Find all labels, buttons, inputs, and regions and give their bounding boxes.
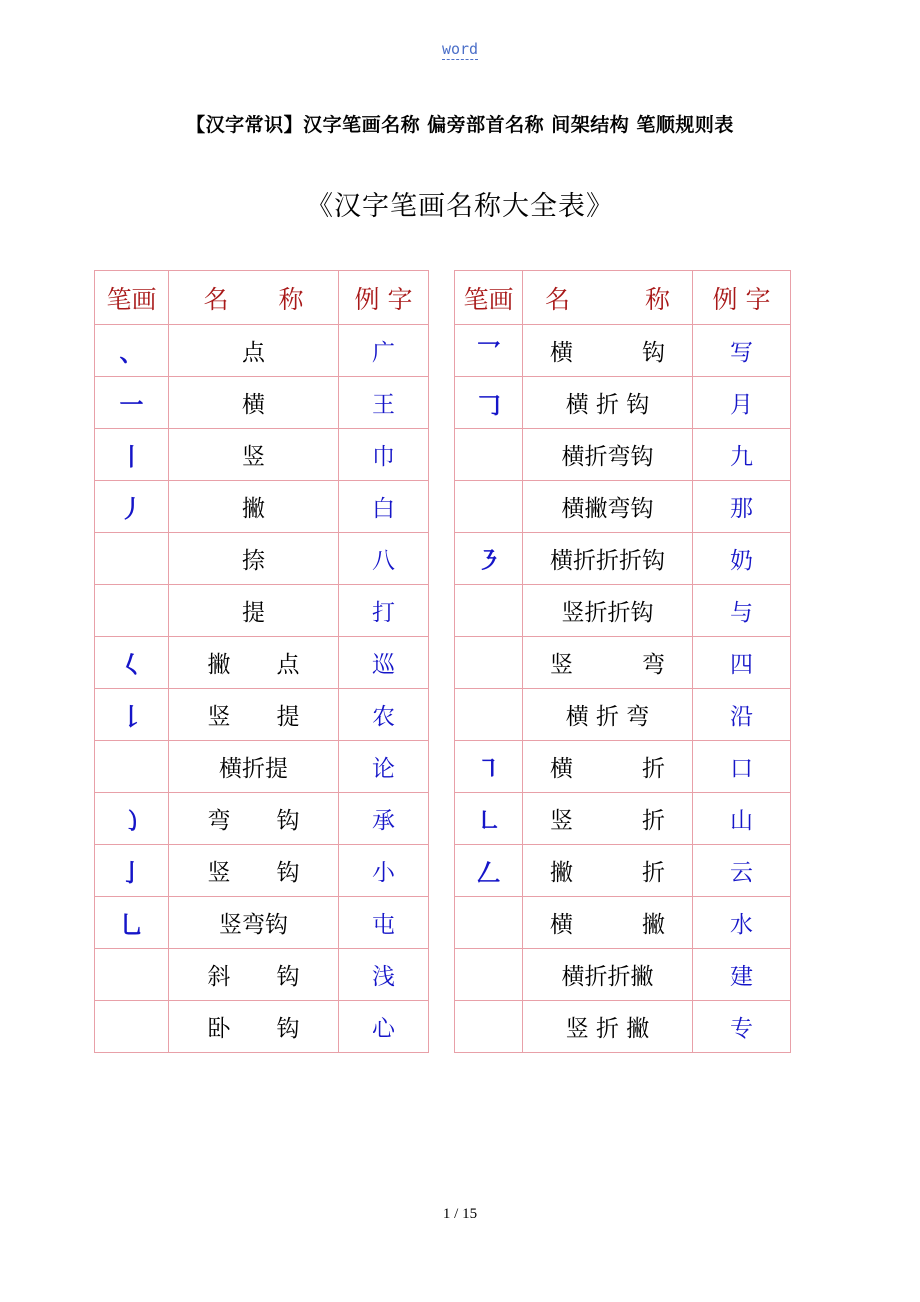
header-word-link[interactable]: [0, 40, 920, 58]
example-char-left: 广: [339, 325, 429, 377]
column-gap: [429, 741, 455, 793]
stroke-name-left: 竖 钩: [169, 845, 339, 897]
table-row: [95, 741, 791, 793]
example-char-left: 打: [339, 585, 429, 637]
example-char-left: 心: [339, 1001, 429, 1053]
example-char-left: 巾: [339, 429, 429, 481]
example-char-left: 承: [339, 793, 429, 845]
header-cell: 笔画: [95, 271, 169, 325]
table-row: [95, 533, 791, 585]
stroke-symbol-right: [455, 585, 523, 637]
stroke-symbol-left: [95, 533, 169, 585]
example-char-right: 云: [693, 845, 791, 897]
stroke-symbol-left: 𡿨: [95, 637, 169, 689]
table-row: [95, 897, 791, 949]
header-cell: 例 字: [693, 271, 791, 325]
example-char-right: 奶: [693, 533, 791, 585]
header-cell: 名 称: [169, 271, 339, 325]
stroke-name-left: 点: [169, 325, 339, 377]
example-char-right: 沿: [693, 689, 791, 741]
stroke-name-left: 捺: [169, 533, 339, 585]
example-char-left: 农: [339, 689, 429, 741]
table-row: [95, 949, 791, 1001]
example-char-right: 九: [693, 429, 791, 481]
stroke-symbol-left: 丿: [95, 481, 169, 533]
stroke-name-right: 横 撇: [523, 897, 693, 949]
example-char-left: 王: [339, 377, 429, 429]
stroke-name-left: 竖弯钩: [169, 897, 339, 949]
example-char-left: 八: [339, 533, 429, 585]
column-gap: [429, 1001, 455, 1053]
column-gap: [429, 949, 455, 1001]
stroke-symbol-left: [95, 1001, 169, 1053]
stroke-name-left: 横折提: [169, 741, 339, 793]
stroke-name-left: 竖 提: [169, 689, 339, 741]
example-char-right: 专: [693, 1001, 791, 1053]
stroke-symbol-right: [455, 637, 523, 689]
column-gap: [429, 429, 455, 481]
example-char-right: 水: [693, 897, 791, 949]
stroke-name-right: 横 折 钩: [523, 377, 693, 429]
stroke-symbol-left: [95, 585, 169, 637]
table-row: [95, 793, 791, 845]
example-char-left: 屯: [339, 897, 429, 949]
example-char-right: 山: [693, 793, 791, 845]
example-char-left: 论: [339, 741, 429, 793]
header-link-text[interactable]: word: [441, 40, 479, 58]
stroke-name-right: 竖折折钩: [523, 585, 693, 637]
stroke-symbol-left: 亅: [95, 845, 169, 897]
stroke-name-left: 撇 点: [169, 637, 339, 689]
table-row: [95, 1001, 791, 1053]
table-row: [95, 845, 791, 897]
stroke-symbol-left: 丨: [95, 429, 169, 481]
column-gap: [429, 845, 455, 897]
table-row: [95, 585, 791, 637]
column-gap: [429, 271, 455, 325]
table-row: [95, 429, 791, 481]
example-char-left: 白: [339, 481, 429, 533]
column-gap: [429, 377, 455, 429]
document-heading: 【汉字常识】汉字笔画名称 偏旁部首名称 间架结构 笔顺规则表: [186, 114, 734, 136]
example-char-right: 写: [693, 325, 791, 377]
column-gap: [429, 689, 455, 741]
stroke-name-right: 横撇弯钩: [523, 481, 693, 533]
table-row: [95, 637, 791, 689]
example-char-right: 月: [693, 377, 791, 429]
example-char-right: 口: [693, 741, 791, 793]
stroke-name-right: 横折折撇: [523, 949, 693, 1001]
stroke-name-left: 弯 钩: [169, 793, 339, 845]
stroke-symbol-right: [455, 481, 523, 533]
example-char-right: 与: [693, 585, 791, 637]
stroke-symbol-right: ㇕: [455, 741, 523, 793]
header-cell: 笔画: [455, 271, 523, 325]
stroke-name-right: 竖 折: [523, 793, 693, 845]
stroke-names-table: [94, 270, 791, 1053]
table-row: [95, 689, 791, 741]
page-number: 1 / 15: [442, 1206, 478, 1222]
stroke-symbol-right: [455, 689, 523, 741]
stroke-symbol-right: [455, 949, 523, 1001]
stroke-symbol-right: ㇗: [455, 793, 523, 845]
stroke-symbol-left: 乚: [95, 897, 169, 949]
column-gap: [429, 793, 455, 845]
example-char-left: 巡: [339, 637, 429, 689]
stroke-name-right: 撇 折: [523, 845, 693, 897]
stroke-symbol-right: [455, 897, 523, 949]
column-gap: [429, 637, 455, 689]
table-row: [95, 377, 791, 429]
stroke-name-left: 横: [169, 377, 339, 429]
example-char-right: 建: [693, 949, 791, 1001]
stroke-symbol-left: ㇁: [95, 793, 169, 845]
column-gap: [429, 897, 455, 949]
column-gap: [429, 325, 455, 377]
stroke-name-left: 竖: [169, 429, 339, 481]
stroke-symbol-left: 、: [95, 325, 169, 377]
stroke-symbol-right: 𠃌: [455, 377, 523, 429]
stroke-name-right: 横 折: [523, 741, 693, 793]
stroke-name-left: 卧 钩: [169, 1001, 339, 1053]
stroke-name-right: 横折折折钩: [523, 533, 693, 585]
stroke-name-left: 撇: [169, 481, 339, 533]
stroke-name-right: 竖 弯: [523, 637, 693, 689]
stroke-name-right: 横 折 弯: [523, 689, 693, 741]
example-char-left: 浅: [339, 949, 429, 1001]
stroke-symbol-right: ㇋: [455, 533, 523, 585]
header-cell: 例 字: [339, 271, 429, 325]
stroke-symbol-right: 𠃋: [455, 845, 523, 897]
example-char-right: 那: [693, 481, 791, 533]
stroke-symbol-left: 𠄌: [95, 689, 169, 741]
stroke-name-left: 斜 钩: [169, 949, 339, 1001]
stroke-symbol-right: [455, 1001, 523, 1053]
table-title: 《汉字笔画名称大全表》: [306, 191, 614, 222]
stroke-name-right: 横 钩: [523, 325, 693, 377]
stroke-symbol-right: [455, 429, 523, 481]
example-char-left: 小: [339, 845, 429, 897]
stroke-symbol-left: [95, 949, 169, 1001]
column-gap: [429, 481, 455, 533]
table-row: [95, 325, 791, 377]
column-gap: [429, 585, 455, 637]
stroke-name-left: 提: [169, 585, 339, 637]
stroke-symbol-right: 乛: [455, 325, 523, 377]
example-char-right: 四: [693, 637, 791, 689]
table-header-row: [95, 271, 791, 325]
stroke-symbol-left: [95, 741, 169, 793]
header-cell: 名 称: [523, 271, 693, 325]
column-gap: [429, 533, 455, 585]
stroke-name-right: 横折弯钩: [523, 429, 693, 481]
stroke-symbol-left: 一: [95, 377, 169, 429]
table-row: [95, 481, 791, 533]
stroke-name-right: 竖 折 撇: [523, 1001, 693, 1053]
